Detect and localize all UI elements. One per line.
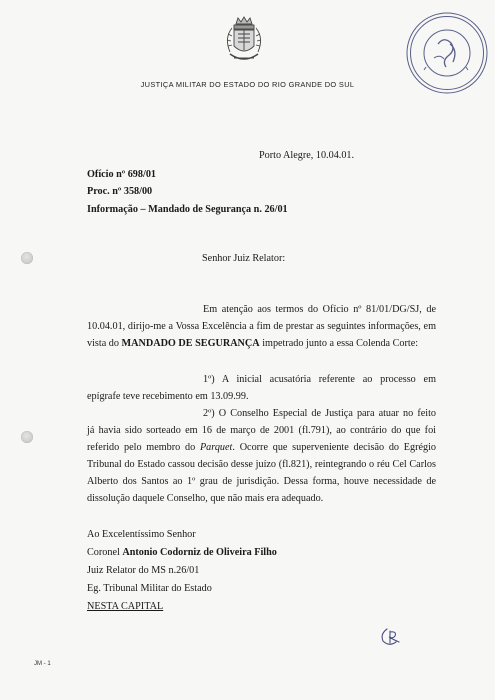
paragraph-3-line-4: Tribunal do Estado cassou decisão desse juízo (fl.821), reintegrando o réu Cel Carlos <box>87 459 436 470</box>
paragraph-3-line-6: dissolução daquele Conselho, que não mais era adequado. <box>87 493 324 504</box>
addressee-line-1: Ao Excelentíssimo Senhor <box>87 529 196 540</box>
paragraph-1-line-2: 10.04.01, dirijo-me a Vossa Excelência a fim de prestar as seguintes informações, em <box>87 321 436 332</box>
paragraph-1-line-3 <box>87 337 418 351</box>
salutation: Senhor Juiz Relator: <box>202 253 286 264</box>
writ-name: MANDADO DE SEGURANÇA <box>121 338 260 349</box>
paragraph-3-text: referido pelo membro do <box>87 442 200 453</box>
letterhead-institution: JUSTIÇA MILITAR DO ESTADO DO RIO GRANDE DO SUL <box>140 80 355 89</box>
handwritten-initials-icon <box>378 624 406 648</box>
parquet-term: Parquet <box>199 442 233 453</box>
process-number: Proc. nº 358/00 <box>87 186 153 197</box>
paragraph-3-line-5: Alberto dos Santos ao 1º grau de jurisdição. Dessa forma, houve necessidade de <box>87 476 436 487</box>
punch-hole-bottom <box>21 431 33 443</box>
circular-rubber-stamp-icon <box>404 10 490 96</box>
paragraph-2-line-2: epígrafe teve recebimento em 13.09.99. <box>87 391 249 402</box>
paragraph-3-line-1: 2º) O Conselho Especial de Justiça para atuar no feito <box>203 408 436 419</box>
addressee-line-2 <box>87 546 277 560</box>
addressee-line-4: Eg. Tribunal Militar do Estado <box>87 583 212 594</box>
punch-hole-top <box>21 252 33 264</box>
paragraph-1-text-end: impetrado junto a essa Colenda Corte: <box>259 338 419 349</box>
place-date: Porto Alegre, 10.04.01. <box>259 150 355 161</box>
paragraph-3-line-2: já havia sido sorteado em 16 de março de 2001 (fl.791), ao contrário do que foi <box>87 425 436 436</box>
subject-line: Informação – Mandado de Segurança n. 26/01 <box>87 204 288 215</box>
addressee-line-5: NESTA CAPITAL <box>87 601 164 612</box>
paragraph-1-line-1: Em atenção aos termos do Ofício nº 81/01/DG/SJ, de <box>203 304 436 315</box>
addressee-line-3: Juiz Relator do MS n.26/01 <box>87 565 200 576</box>
paragraph-1-text: vista do <box>87 338 122 349</box>
state-coat-of-arms-icon <box>222 14 266 68</box>
addressee-name: Antonio Codorniz de Oliveira Filho <box>122 547 277 558</box>
paragraph-2-line-1: 1º) A inicial acusatória referente ao processo em <box>203 374 436 385</box>
paragraph-3-text-end: . Ocorre que superveniente decisão do Egrégio <box>232 442 437 453</box>
oficio-number: Ofício nº 698/01 <box>87 169 157 180</box>
addressee-rank: Coronel <box>87 547 123 558</box>
page-code: JM - 1 <box>34 661 51 667</box>
paragraph-3-line-3 <box>87 441 436 455</box>
